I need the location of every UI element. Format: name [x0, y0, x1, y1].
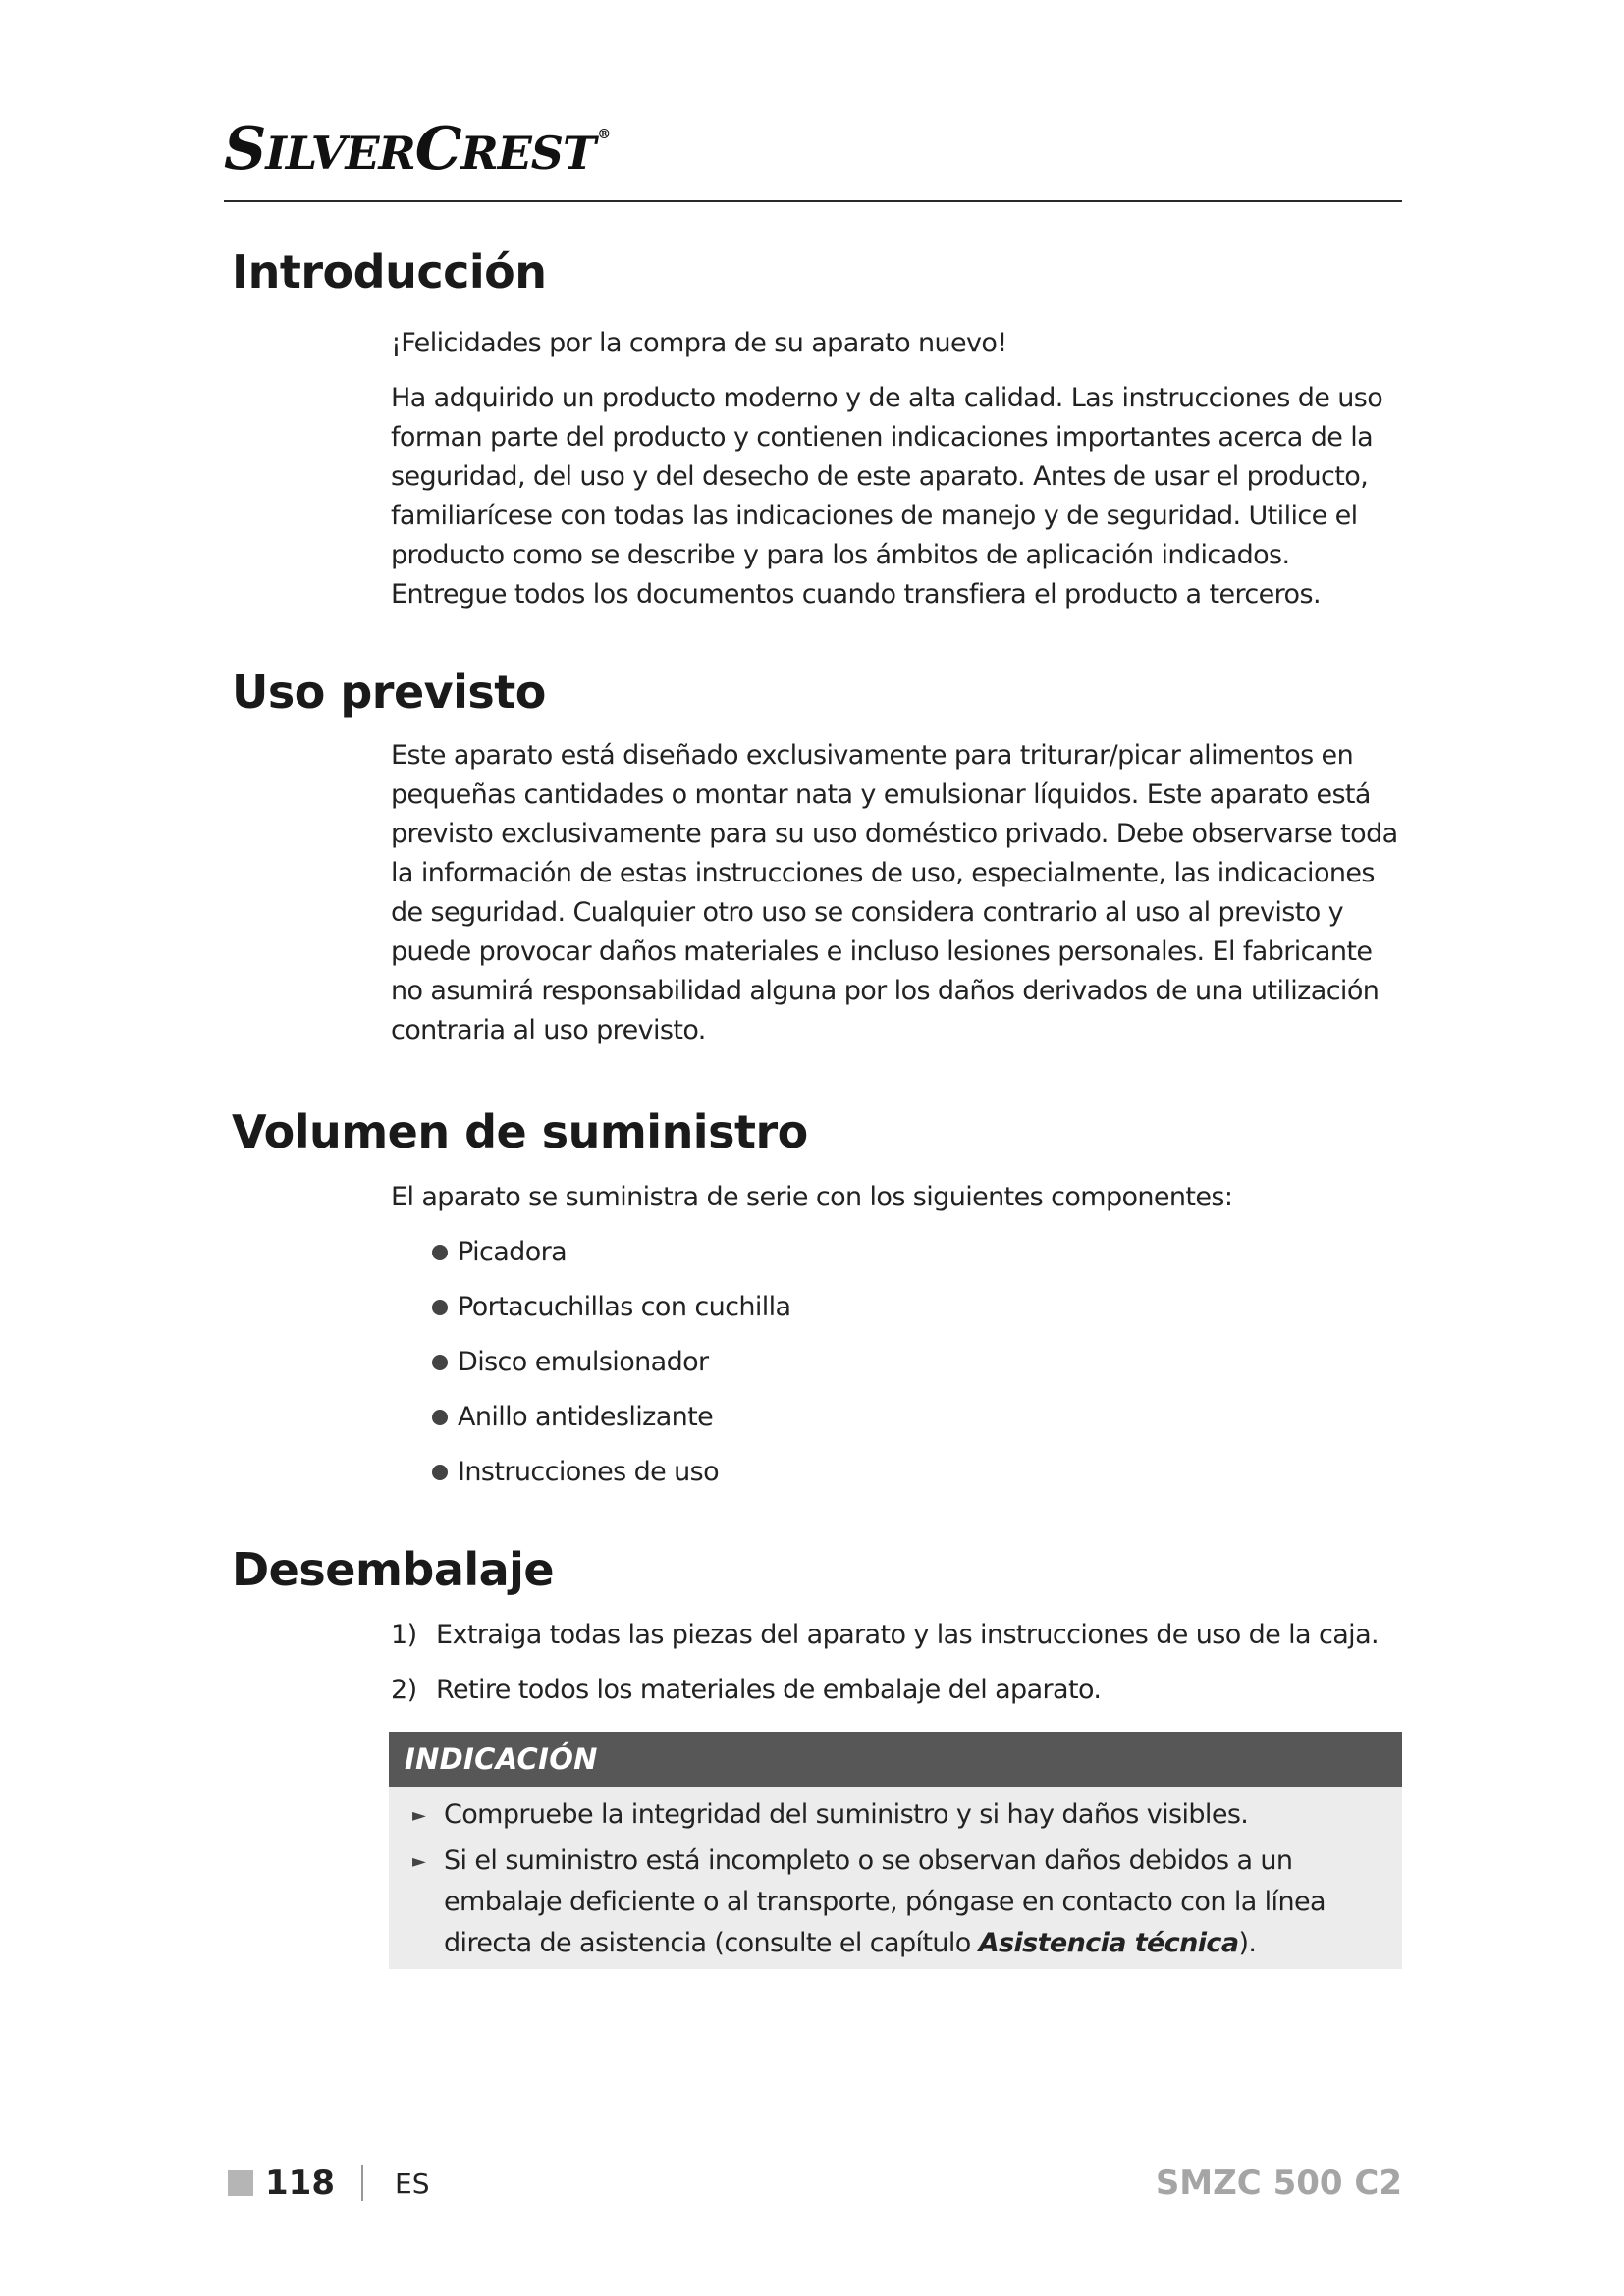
list-item-label: Picadora — [458, 1237, 568, 1267]
brand-name-crest: CREST — [414, 115, 596, 184]
list-item — [432, 1225, 791, 1280]
note-body — [389, 1787, 1402, 1964]
brand-logo — [224, 115, 611, 184]
header-divider — [224, 200, 1402, 202]
note-item-text-main: Si el suministro está incompleto o se observan daños debidos a un embalaje deficiente o al transporte, póngase en contacto con la línea directa de asistencia (consulte el capítulo — [444, 1845, 1326, 1958]
note-item — [412, 1841, 1402, 1964]
footer-divider — [361, 2165, 363, 2201]
intro-greeting: ¡Felicidades por la compra de su aparato nuevo! — [391, 328, 1007, 358]
step-number: 1) — [391, 1620, 417, 1650]
trademark-symbol: ® — [597, 127, 611, 142]
step-text: Retire todos los materiales de embalaje del aparato. — [436, 1675, 1102, 1705]
supply-text — [391, 1178, 1407, 1217]
bullet-icon — [432, 1410, 448, 1425]
section-title-intended-use: Uso previsto — [232, 666, 546, 719]
list-item-label: Anillo antideslizante — [458, 1402, 714, 1432]
step-item — [391, 1616, 1407, 1671]
intended-use-text — [391, 736, 1407, 1066]
section-title-supply: Volumen de suministro — [232, 1105, 808, 1158]
note-item-text — [444, 1841, 1402, 1964]
bullet-icon — [432, 1355, 448, 1370]
note-box — [389, 1732, 1402, 1969]
model-number: SMZC 500 C2 — [1155, 2163, 1402, 2203]
intro-body: Ha adquirido un producto moderno y de alta calidad. Las instrucciones de uso forman parte del producto y contienen indicaciones importantes acerca de la seguridad, del uso y del desecho de este aparato. Antes de usar el producto, familiarícese con todas las indicaciones de manejo y de seguridad. Utilice el producto como se describe y para los ámbitos de aplicación indicados. Entregue todos los documentos cuando transfiera el producto a terceros. — [391, 383, 1383, 610]
list-item — [432, 1335, 791, 1390]
note-item-text-end: ). — [1238, 1928, 1257, 1958]
step-item — [391, 1671, 1407, 1726]
language-code: ES — [395, 2167, 430, 2200]
list-item — [432, 1445, 791, 1500]
step-text: Extraiga todas las piezas del aparato y las instrucciones de uso de la caja. — [436, 1620, 1380, 1650]
section-title-intro: Introducción — [232, 245, 547, 298]
list-item — [432, 1390, 791, 1445]
supply-intro: El aparato se suministra de serie con los siguientes componentes: — [391, 1182, 1233, 1212]
list-item — [432, 1280, 791, 1335]
unpacking-steps — [391, 1616, 1407, 1726]
bullet-icon — [432, 1465, 448, 1480]
arrow-right-icon: ► — [412, 1851, 426, 1872]
section-title-unpacking: Desembalaje — [232, 1543, 555, 1596]
page-marker-icon — [228, 2170, 253, 2196]
note-heading: INDICACIÓN — [389, 1732, 1402, 1787]
arrow-right-icon: ► — [412, 1805, 426, 1826]
bullet-icon — [432, 1300, 448, 1315]
intended-use-body: Este aparato está diseñado exclusivamente para triturar/picar alimentos en pequeñas cantidades o montar nata y emulsionar líquidos. Este aparato está previsto exclusivamente para su uso doméstico privado. Debe observarse toda la información de estas instrucciones de uso, especialmente, las indicaciones de seguridad. Cualquier otro uso se considera contrario al uso al previsto y puede provocar daños materiales e incluso lesiones personales. El fabricante no asumirá responsabilidad alguna por los daños derivados de una utilización contraria al uso previsto. — [391, 740, 1398, 1045]
page-number: 118 — [265, 2163, 335, 2203]
note-item-text: Compruebe la integridad del suministro y si hay daños visibles. — [444, 1799, 1249, 1830]
bullet-icon — [432, 1245, 448, 1260]
list-item-label: Portacuchillas con cuchilla — [458, 1292, 791, 1322]
list-item-label: Disco emulsionador — [458, 1347, 709, 1377]
step-number: 2) — [391, 1675, 417, 1705]
chapter-reference: Asistencia técnica — [978, 1928, 1239, 1958]
intro-text — [391, 324, 1407, 630]
brand-name-silver: SILVER — [224, 115, 415, 184]
list-item-label: Instrucciones de uso — [458, 1457, 720, 1487]
supply-list — [432, 1225, 791, 1500]
note-item — [412, 1794, 1402, 1837]
